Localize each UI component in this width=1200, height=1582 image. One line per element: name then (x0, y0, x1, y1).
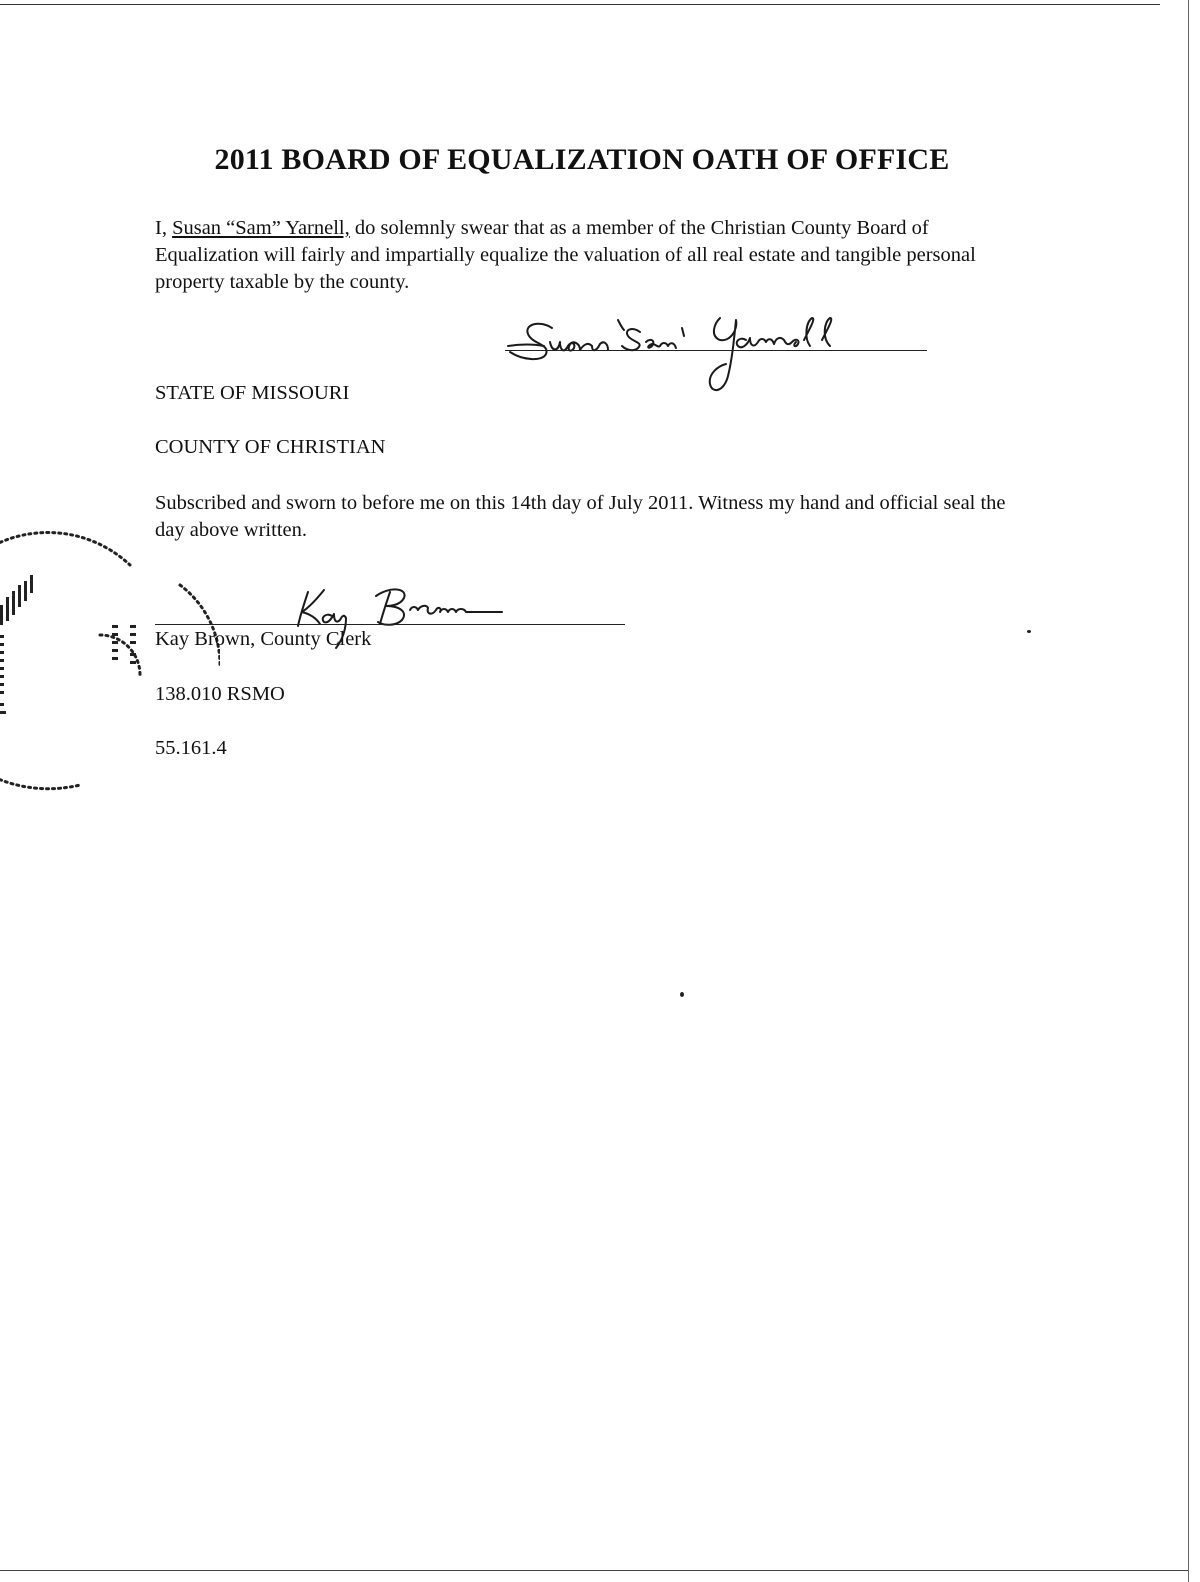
page-border-right (1188, 0, 1189, 1582)
scan-speck (680, 992, 684, 997)
scan-speck (1027, 630, 1031, 633)
member-signature-line (505, 350, 927, 351)
subscribed-paragraph: Subscribed and sworn to before me on this 14th day of July 2011. Witness my hand and official seal the day above written. (155, 492, 1006, 541)
oath-prefix: I, (155, 217, 167, 239)
oath-body: do solemnly swear that as a member of the Christian County Board of Equalization will fairly and impartially equalize the valuation of all real estate and tangible personal property taxable by the county. (155, 217, 976, 293)
member-name: Susan “Sam” Yarnell, (172, 217, 350, 239)
statute-reference-2: 55.161.4 (155, 737, 227, 759)
state-label: STATE OF MISSOURI (155, 382, 350, 404)
document-title: 2011 BOARD OF EQUALIZATION OATH OF OFFICE (214, 143, 950, 176)
page-border-top (0, 4, 1160, 5)
clerk-signature-line (155, 624, 625, 625)
clerk-title: Kay Brown, County Clerk (155, 628, 372, 650)
statute-reference-1: 138.010 RSMO (155, 683, 285, 705)
oath-paragraph (155, 215, 1015, 296)
county-label: COUNTY OF CHRISTIAN (155, 436, 386, 458)
page-border-bottom (0, 1570, 1188, 1571)
